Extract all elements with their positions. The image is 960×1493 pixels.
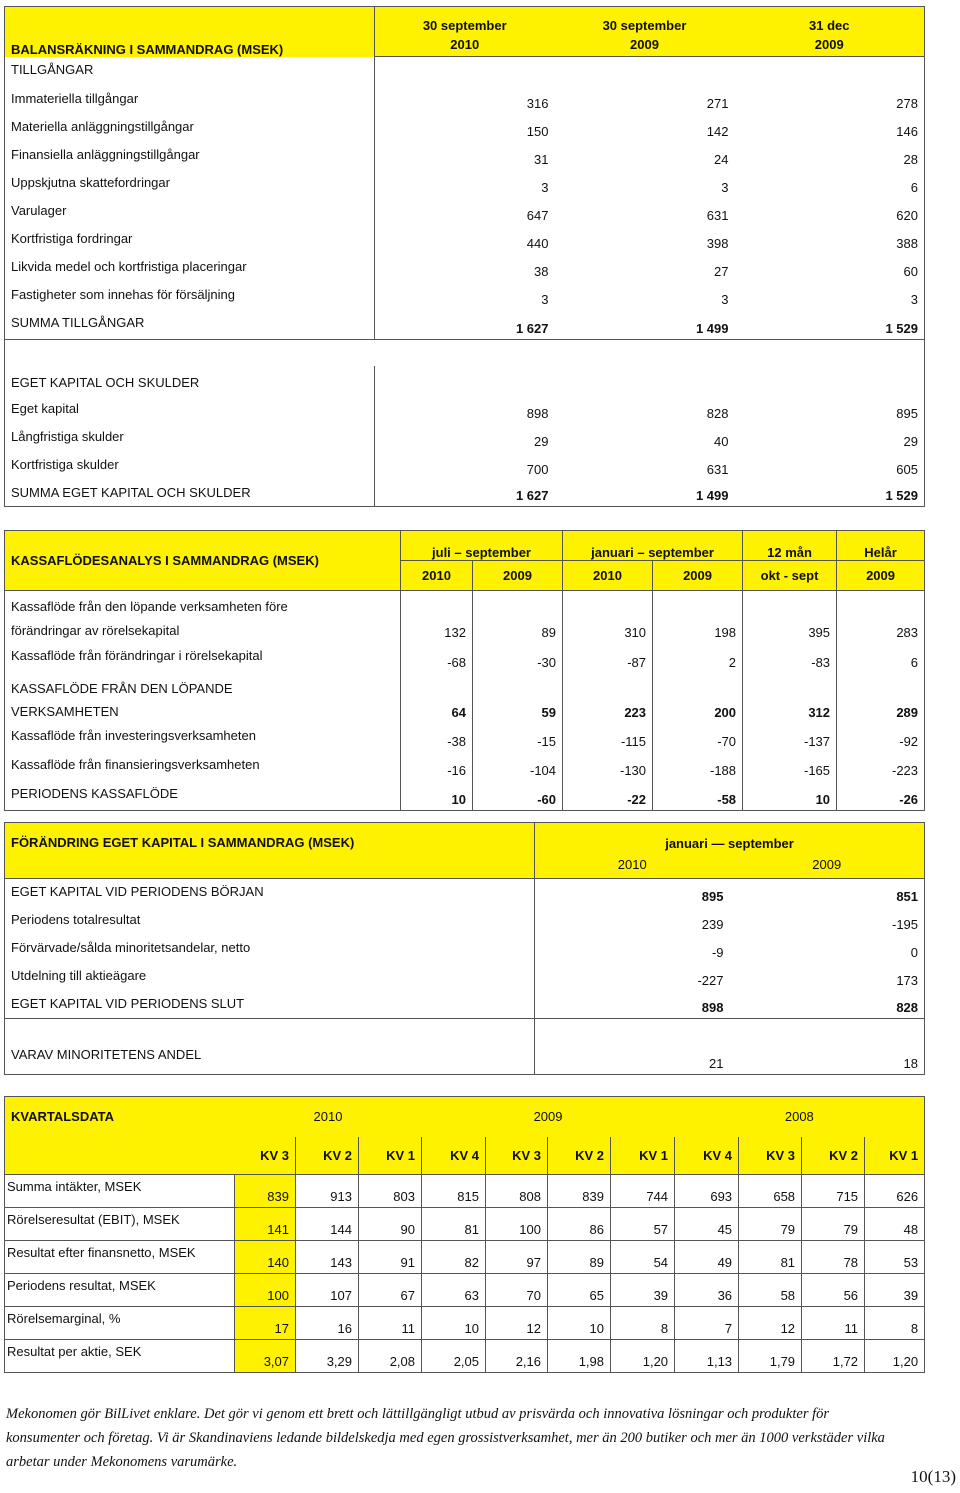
cashflow-table <box>4 530 925 811</box>
cashflow-header-row-2: 2010 2009 2010 2009 okt - sept 2009 <box>5 561 925 591</box>
minority-row: VARAV MINORITETENS ANDEL 21 18 <box>5 1047 925 1075</box>
table-row: Rörelseresultat (EBIT), MSEK 141 144 90 81 100 86 57 45 79 79 48 <box>5 1208 925 1241</box>
table-row: Eget kapital 898 828 895 <box>5 396 925 424</box>
balance-col3-line2: 2009 <box>735 33 925 57</box>
quarterly-year-row: KVARTALSDATA 2010 2009 2008 <box>5 1097 925 1137</box>
table-row: Kassaflöde från finansieringsverksamheten -16 -104 -130 -188 -165 -223 <box>5 752 925 781</box>
table-row: Kassaflöde från investeringsverksamheten -38 -15 -115 -70 -137 -92 <box>5 723 925 752</box>
balance-col2-line1: 30 september <box>555 7 735 33</box>
table-row: EGET KAPITAL VID PERIODENS SLUT 898 828 <box>5 991 925 1019</box>
table-row: Summa intäkter, MSEK 839 913 803 815 808 839 744 693 658 715 626 <box>5 1175 925 1208</box>
assets-total-row: SUMMA TILLGÅNGAR 1 627 1 499 1 529 <box>5 310 925 340</box>
equity-change-header-row-1 <box>5 823 925 851</box>
table-row: Periodens totalresultat 239 -195 <box>5 907 925 935</box>
equity-change-group: januari — september <box>535 823 925 851</box>
balance-col1-line2: 2010 <box>375 33 555 57</box>
page-number: 10(13) <box>910 1467 956 1486</box>
quarterly-title: KVARTALSDATA <box>5 1097 235 1137</box>
table-row: Förvärvade/sålda minoritetsandelar, netto -9 0 <box>5 935 925 963</box>
balance-header-row-1 <box>5 7 925 33</box>
table-row: Uppskjutna skattefordringar 3 3 6 <box>5 170 925 198</box>
table-row: Likvida medel och kortfristiga placeringar 38 27 60 <box>5 254 925 282</box>
footer-text: Mekonomen gör BilLivet enklare. Det gör vi genom ett brett och lättillgängligt utbud av prisvärda och innovativa lösningar och produkter för konsumenter och företag. Vi är Skandinaviens ledande bildelskedja med egen grossistverksamhet, mer än 200 butiker och mer än 1000 verkstäder vilka arbetar under Mekonomens varumärke. <box>6 1406 885 1470</box>
cashflow-header-row-1 <box>5 531 925 561</box>
table-row: Immateriella tillgångar 316 271 278 <box>5 86 925 114</box>
table-row: Materiella anläggningstillgångar 150 142 146 <box>5 114 925 142</box>
equity-heading-row <box>5 366 925 396</box>
balance-col1-line1: 30 september <box>375 7 555 33</box>
table-row: EGET KAPITAL VID PERIODENS BÖRJAN 895 851 <box>5 879 925 907</box>
table-row: Kassaflöde från förändringar i rörelsekapital -68 -30 -87 2 -83 6 <box>5 643 925 673</box>
balance-col3-line1: 31 dec <box>735 7 925 33</box>
table-row: Kassaflöde från den löpande verksamheten före förändringar av rörelsekapital 132 89 310 198 395 283 <box>5 591 925 644</box>
equity-change-title: FÖRÄNDRING EGET KAPITAL I SAMMANDRAG (MSEK) <box>5 823 535 879</box>
table-row: Rörelsemarginal, % 17 16 11 10 12 10 8 7 12 11 8 <box>5 1307 925 1340</box>
equity-change-header-row-2: 2010 2009 <box>5 851 925 879</box>
assets-heading-row <box>5 57 925 86</box>
table-row: Utdelning till aktieägare -227 173 <box>5 963 925 991</box>
balance-col2-line2: 2009 <box>555 33 735 57</box>
table-row: KASSAFLÖDE FRÅN DEN LÖPANDE VERKSAMHETEN 64 59 223 200 312 289 <box>5 673 925 723</box>
balance-title: BALANSRÄKNING I SAMMANDRAG (MSEK) <box>5 7 375 57</box>
table-row: Kortfristiga fordringar 440 398 388 <box>5 226 925 254</box>
table-row: Långfristiga skulder 29 40 29 <box>5 424 925 452</box>
equity-change-table <box>4 822 925 1075</box>
assets-heading: TILLGÅNGAR <box>5 57 375 86</box>
table-row: Periodens resultat, MSEK 100 107 67 63 70 65 39 36 58 56 39 <box>5 1274 925 1307</box>
cashflow-group-ytd: januari – september <box>563 531 743 561</box>
table-row: Fastigheter som innehas för försäljning 3 3 3 <box>5 282 925 310</box>
cashflow-group-fullyear: Helår <box>837 531 925 561</box>
table-row: Finansiella anläggningstillgångar 31 24 28 <box>5 142 925 170</box>
quarterly-quarter-row: KV 3 KV 2 KV 1 KV 4 KV 3 KV 2 KV 1 KV 4 KV 3 KV 2 KV 1 <box>5 1137 925 1175</box>
quarterly-table <box>4 1096 925 1373</box>
table-row: Kortfristiga skulder 700 631 605 <box>5 452 925 480</box>
cashflow-group-12m: 12 mån <box>743 531 837 561</box>
cashflow-group-q3: juli – september <box>401 531 563 561</box>
equity-heading: EGET KAPITAL OCH SKULDER <box>5 366 375 396</box>
table-row: Resultat per aktie, SEK 3,07 3,29 2,08 2,05 2,16 1,98 1,20 1,13 1,79 1,72 1,20 <box>5 1340 925 1373</box>
cashflow-title: KASSAFLÖDESANALYS I SAMMANDRAG (MSEK) <box>5 531 401 591</box>
equity-total-row: SUMMA EGET KAPITAL OCH SKULDER 1 627 1 499 1 529 <box>5 480 925 507</box>
table-row: Varulager 647 631 620 <box>5 198 925 226</box>
balance-sheet-table <box>4 6 925 507</box>
table-row: Resultat efter finansnetto, MSEK 140 143 91 82 97 89 54 49 81 78 53 <box>5 1241 925 1274</box>
table-row: PERIODENS KASSAFLÖDE 10 -60 -22 -58 10 -26 <box>5 781 925 810</box>
